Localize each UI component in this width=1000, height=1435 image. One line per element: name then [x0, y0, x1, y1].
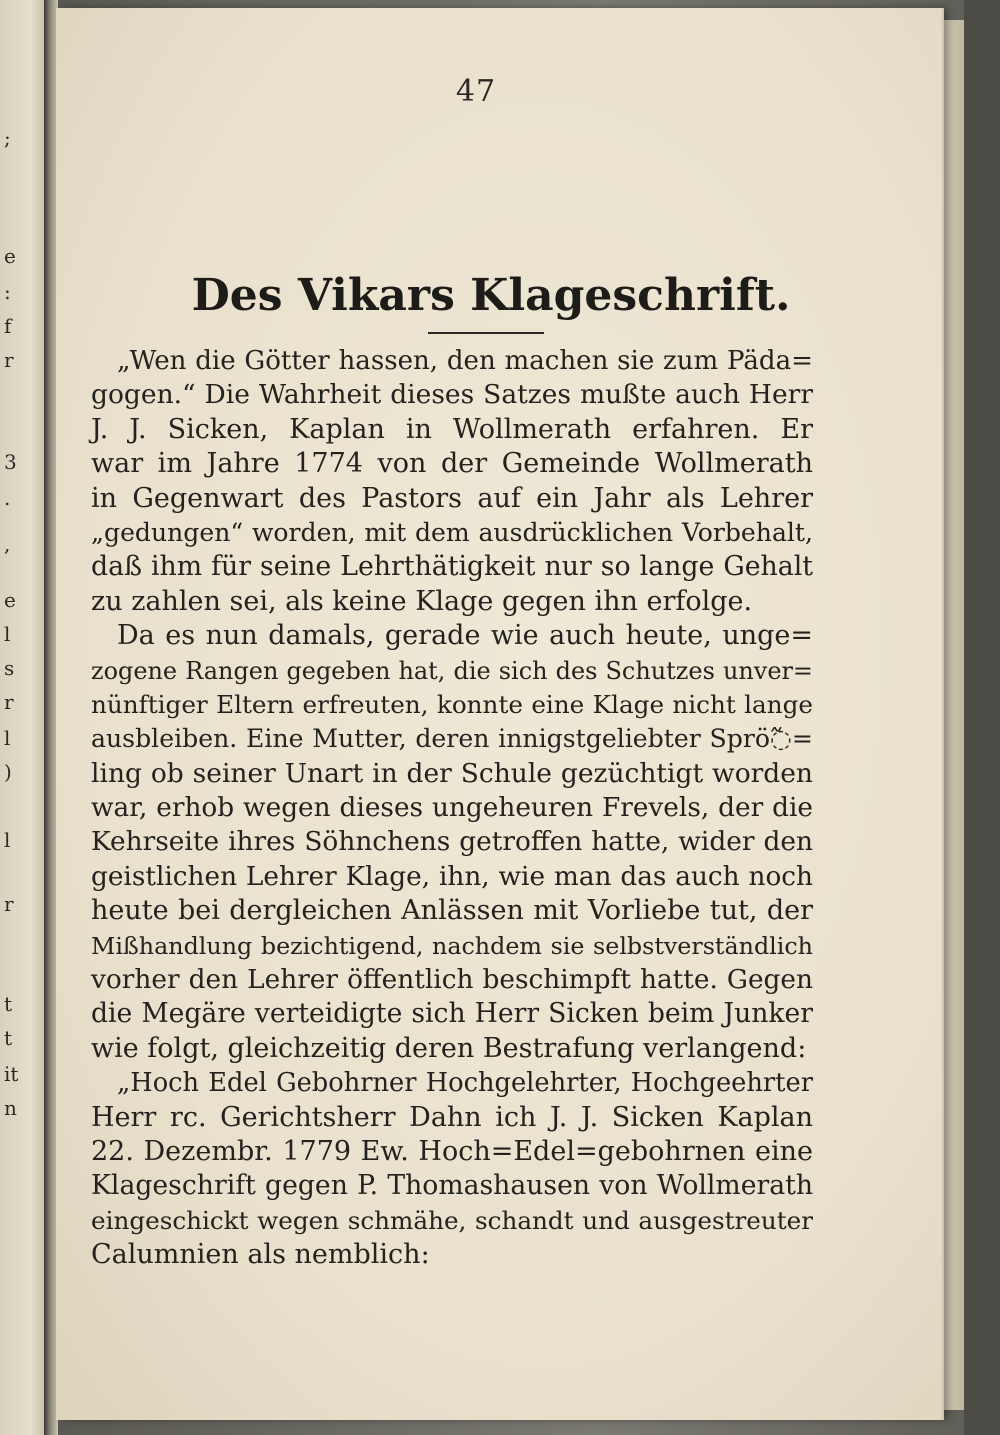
edge-glyph: l	[4, 622, 11, 646]
text-line: „gedungen“ worden, mit dem ausdrücklichen Vorbehalt,	[91, 517, 813, 547]
text-line: geistlichen Lehrer Klage, ihn, wie man das auch noch	[91, 861, 813, 892]
text-line: Calumnien als nemblich:	[91, 1239, 430, 1271]
chapter-title: Des Vikars Klageschrift.	[191, 270, 791, 321]
text-line: zu zahlen sei, als keine Klage gegen ihn erfolge.	[91, 585, 753, 617]
edge-glyph: )	[4, 760, 12, 784]
text-line: nünftiger Eltern erfreuten, konnte eine Klage nicht lange	[91, 689, 813, 719]
page-number: 47	[455, 74, 497, 109]
page-stack-edge	[940, 20, 965, 1410]
edge-glyph: t	[4, 1026, 13, 1050]
left-page-edge	[0, 0, 46, 1435]
text-line: wie folgt, gleichzeitig deren Bestrafung verlangend:	[91, 1032, 807, 1064]
edge-glyph: f	[4, 314, 12, 338]
edge-glyph: l	[4, 726, 11, 750]
text-line: vorher den Lehrer öffentlich beschimpft hatte. Gegen	[91, 965, 813, 996]
body-text	[91, 344, 813, 1273]
edge-glyph: 3	[4, 450, 17, 474]
edge-glyph: e	[4, 588, 16, 612]
text-line: eingeschickt wegen schmähe, schandt und ausgestreuter	[91, 1205, 813, 1235]
text-line: J. J. Sicken, Kaplan in Wollmerath erfahren. Er	[91, 413, 813, 445]
edge-glyph: t	[4, 992, 13, 1016]
text-line: Kehrseite ihres Söhnchens getroffen hatte, wider den	[91, 826, 813, 858]
text-line: ling ob seiner Unart in der Schule gezüchtigt worden	[91, 757, 813, 789]
book-cover-edge	[964, 0, 1000, 1435]
text-line: heute bei dergleichen Anlässen mit Vorliebe tut, der	[91, 895, 813, 927]
title-divider	[428, 332, 544, 334]
text-line: die Megäre verteidigte sich Herr Sicken beim Junker	[91, 998, 813, 1030]
edge-glyph: r	[4, 348, 14, 372]
text-line: war, erhob wegen dieses ungeheuren Frevels, der die	[91, 793, 813, 824]
text-line: gogen.“ Die Wahrheit dieses Satzes mußte auch Herr	[91, 379, 813, 411]
edge-glyph: :	[4, 280, 11, 304]
text-line: ausbleiben. Eine Mutter, deren innigstgeliebter Sprö߬=	[91, 724, 813, 754]
text-line: Mißhandlung bezichtigend, nachdem sie selbstverständlich	[91, 931, 813, 960]
edge-glyph: r	[4, 690, 14, 714]
edge-glyph: it	[4, 1062, 19, 1086]
edge-glyph: .	[4, 486, 11, 510]
text-line: 22. Dezembr. 1779 Ew. Hoch=Edel=gebohrnen eine	[91, 1135, 813, 1167]
edge-glyph: s	[4, 656, 15, 680]
text-line: „Wen die Götter hassen, den machen sie zum Päda=	[117, 346, 813, 376]
edge-glyph: l	[4, 828, 11, 852]
text-line: in Gegenwart des Pastors auf ein Jahr als Lehrer	[91, 482, 813, 514]
text-line: war im Jahre 1774 von der Gemeinde Wollmerath	[91, 448, 813, 480]
edge-glyph: r	[4, 892, 14, 916]
text-line: „Hoch Edel Gebohrner Hochgelehrter, Hochgeehrter	[117, 1068, 813, 1099]
edge-glyph: ;	[4, 126, 11, 150]
text-line: Klageschrift gegen P. Thomashausen von Wollmerath	[91, 1170, 813, 1202]
text-line: zogene Rangen gegeben hat, die sich des Schutzes unver=	[91, 656, 813, 685]
text-line: Herr rc. Gerichtsherr Dahn ich J. J. Sicken Kaplan	[91, 1101, 813, 1133]
edge-glyph: ,	[4, 532, 11, 556]
text-line: Da es nun damals, gerade wie auch heute, unge=	[117, 620, 813, 652]
book-page	[56, 8, 942, 1420]
edge-glyph: n	[4, 1096, 17, 1120]
edge-glyph: e	[4, 244, 16, 268]
text-line: daß ihm für seine Lehrthätigkeit nur so lange Gehalt	[91, 551, 813, 583]
